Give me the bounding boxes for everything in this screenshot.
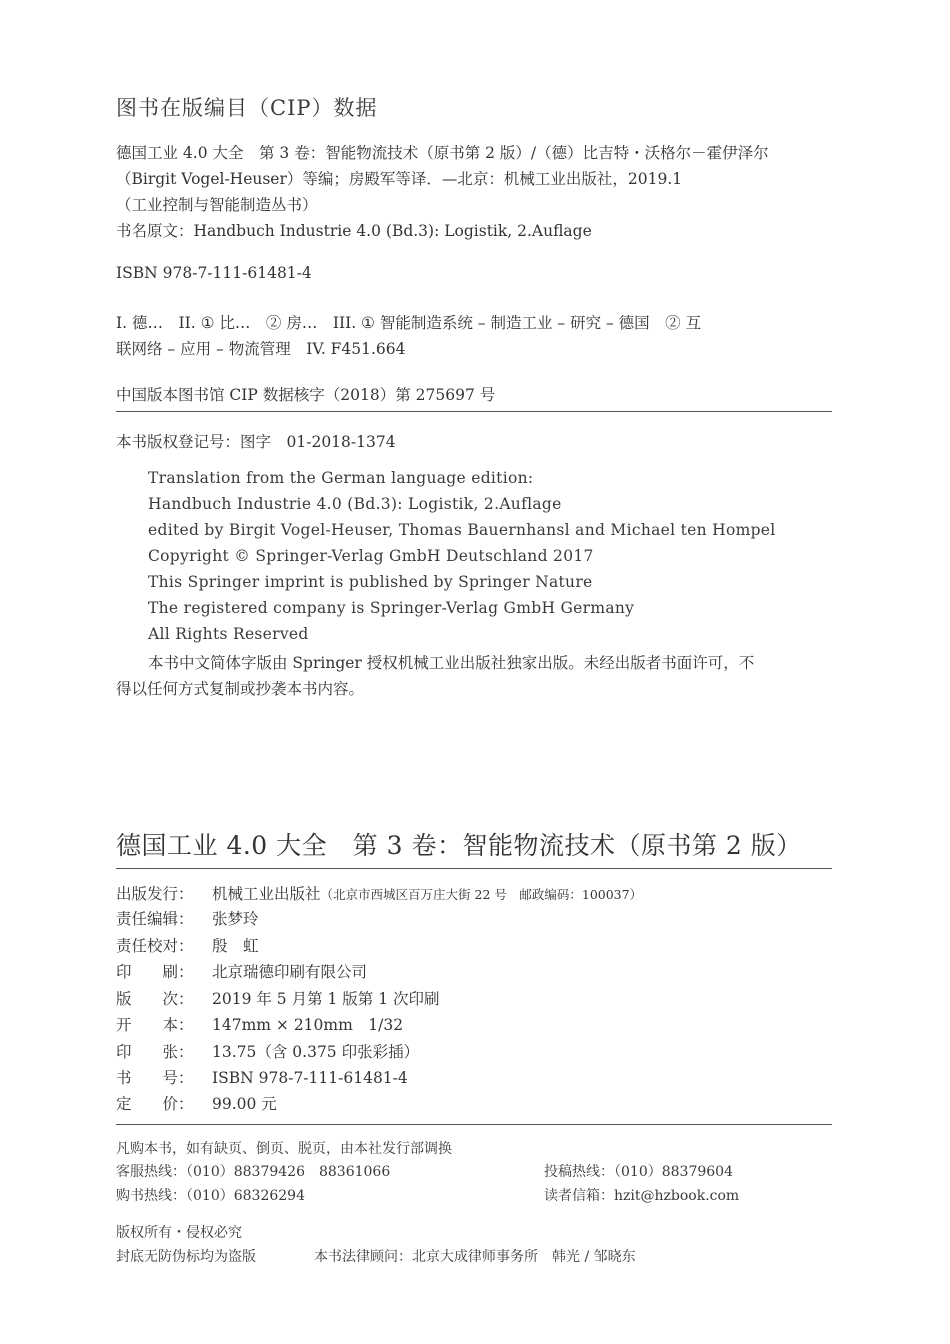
- isbn-row: [116, 1066, 408, 1088]
- service-hotline: 客服热线：（010）88379426 88361066: [116, 1164, 391, 1180]
- cip-isbn: ISBN 978-7-111-61481-4: [116, 264, 312, 282]
- isbn-label: 书 号：: [116, 1069, 194, 1087]
- proofreader-label: 责任校对：: [116, 937, 194, 955]
- purchase-hotline: 购书热线：（010）68326294: [116, 1188, 305, 1204]
- cip-desc-line-3: （工业控制与智能制造丛书）: [116, 196, 318, 214]
- book-title: 德国工业 4.0 大全 第 3 卷：智能物流技术（原书第 2 版）: [116, 831, 802, 860]
- title-rule: [116, 868, 832, 869]
- price-row: [116, 1092, 277, 1114]
- submission-hotline: 投稿热线：（010）88379604: [544, 1164, 733, 1180]
- translation-line-2: Handbuch Industrie 4.0 (Bd.3): Logistik, 2.Auflage: [148, 495, 562, 513]
- cip-original-title: 书名原文：Handbuch Industrie 4.0 (Bd.3): Logistik, 2.Auflage: [116, 222, 592, 240]
- info-rule: [116, 1124, 832, 1125]
- rights-reserved: 版权所有・侵权必究: [116, 1225, 242, 1241]
- format-row: [116, 1013, 403, 1035]
- chinese-rights-line-1: 本书中文简体字版由 Springer 授权机械工业出版社独家出版。未经出版者书面许可，不: [148, 654, 755, 672]
- cip-number: 中国版本图书馆 CIP 数据核字（2018）第 275697 号: [116, 386, 496, 404]
- publisher-name: 机械工业出版社: [212, 885, 321, 903]
- sheets-label: 印 张：: [116, 1043, 194, 1061]
- divider-rule: [116, 411, 832, 412]
- translation-line-5: This Springer imprint is published by Springer Nature: [148, 573, 593, 591]
- printer-label: 印 刷：: [116, 963, 194, 981]
- translation-line-6: The registered company is Springer-Verlag GmbH Germany: [148, 599, 635, 617]
- translation-line-3: edited by Birgit Vogel-Heuser, Thomas Bauernhansl and Michael ten Hompel: [148, 521, 776, 539]
- edition-label: 版 次：: [116, 990, 194, 1008]
- copyright-registration: 本书版权登记号：图字 01-2018-1374: [116, 433, 396, 451]
- printer-row: [116, 960, 367, 982]
- publisher-row: [116, 882, 642, 904]
- editor-row: [116, 907, 259, 929]
- anti-counterfeit-notice: 封底无防伪标均为盗版: [116, 1249, 256, 1265]
- price-value: 99.00 元: [212, 1095, 277, 1113]
- translation-line-1: Translation from the German language edition:: [148, 469, 534, 487]
- legal-counsel: 本书法律顾问：北京大成律师事务所 韩光 / 邹晓东: [314, 1249, 636, 1265]
- edition-row: [116, 987, 440, 1009]
- price-label: 定 价：: [116, 1095, 194, 1113]
- sheets-row: [116, 1040, 419, 1062]
- cip-title: 图书在版编目（CIP）数据: [116, 96, 378, 120]
- cip-class-line-1: I. 德… II. ① 比… ② 房… III. ① 智能制造系统 – 制造工业 – 研究 – 德国 ② 互: [116, 314, 702, 332]
- edition-value: 2019 年 5 月第 1 版第 1 次印刷: [212, 990, 440, 1008]
- format-label: 开 本：: [116, 1016, 194, 1034]
- isbn-value: ISBN 978-7-111-61481-4: [212, 1069, 408, 1087]
- publisher-label: 出版发行：: [116, 885, 194, 903]
- translation-line-7: All Rights Reserved: [148, 625, 309, 643]
- cip-desc-line-2: （Birgit Vogel-Heuser）等编；房殿军等译．—北京：机械工业出版社，2019.1: [116, 170, 683, 188]
- return-notice: 凡购本书，如有缺页、倒页、脱页，由本社发行部调换: [116, 1141, 452, 1157]
- cip-class-line-2: 联网络 – 应用 – 物流管理 IV. F451.664: [116, 340, 406, 358]
- proofreader-name: 殷 虹: [212, 937, 259, 955]
- proofreader-row: [116, 934, 259, 956]
- printer-name: 北京瑞德印刷有限公司: [212, 963, 368, 981]
- format-value: 147mm × 210mm 1/32: [212, 1016, 404, 1034]
- editor-label: 责任编辑：: [116, 910, 194, 928]
- publisher-address: （北京市西城区百万庄大街 22 号 邮政编码：100037）: [320, 887, 643, 902]
- cip-desc-line-1: 德国工业 4.0 大全 第 3 卷：智能物流技术（原书第 2 版）/（德）比吉特・沃格尔－霍伊泽尔: [116, 144, 769, 162]
- translation-line-4: Copyright © Springer-Verlag GmbH Deutschland 2017: [148, 547, 594, 565]
- editor-name: 张梦玲: [212, 910, 259, 928]
- chinese-rights-line-2: 得以任何方式复制或抄袭本书内容。: [116, 680, 365, 698]
- sheets-value: 13.75（含 0.375 印张彩插）: [212, 1043, 420, 1061]
- reader-email: 读者信箱：hzit@hzbook.com: [544, 1188, 740, 1204]
